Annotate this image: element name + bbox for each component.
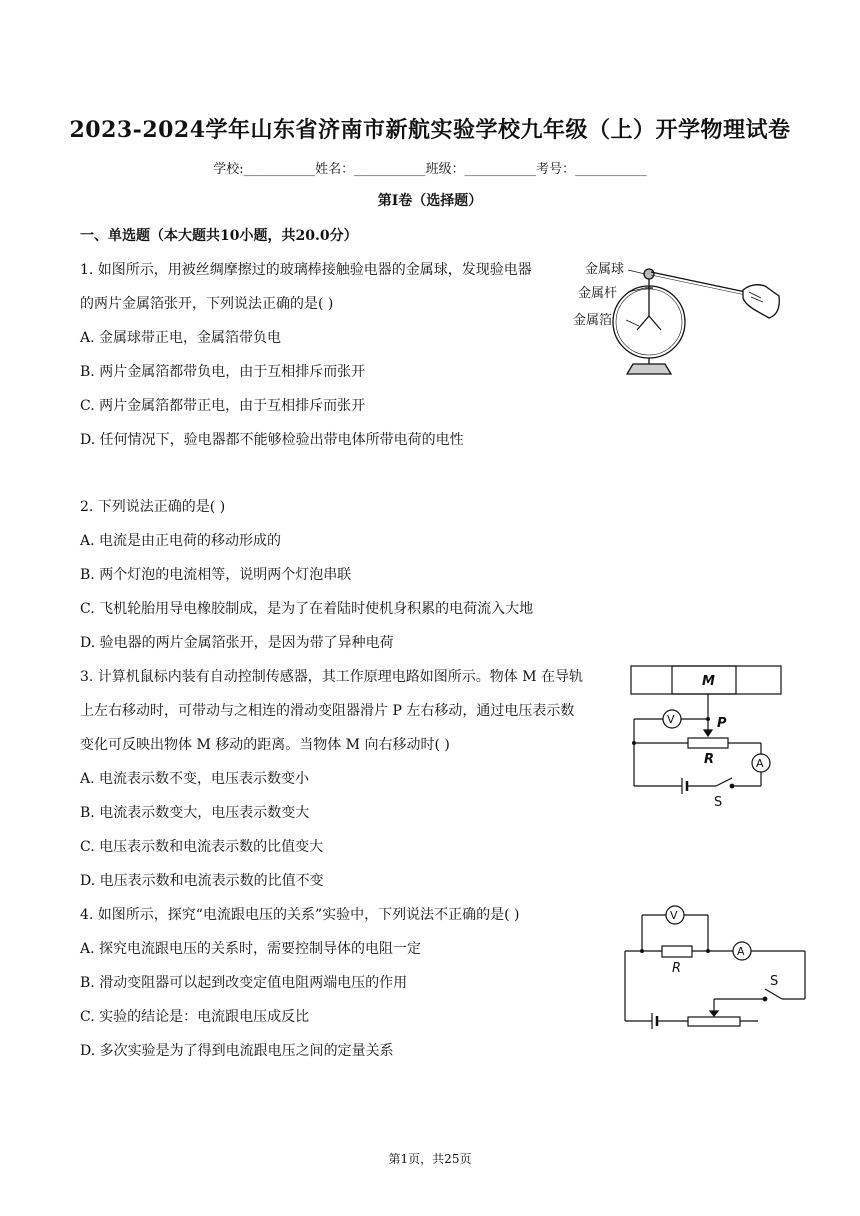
- question-3-option-d: D. 电压表示数和电流表示数的比值不变: [80, 873, 324, 889]
- section-title: 一、单选题（本大题共10小题，共20.0分）: [80, 228, 358, 244]
- question-1-stem-line-2: 的两片金属箔张开，下列说法正确的是( ): [80, 296, 334, 312]
- question-2-option-d: D. 验电器的两片金属箔张开，是因为带了异种电荷: [80, 635, 394, 651]
- label-metal-foil: 金属箔: [573, 313, 613, 328]
- question-4-option-b: B. 滑动变阻器可以起到改变定值电阻两端电压的作用: [80, 975, 408, 991]
- voltmeter-label: V: [667, 713, 675, 726]
- switch-label: S: [714, 795, 723, 810]
- question-2-option-a: A. 电流是由正电荷的移动形成的: [80, 533, 282, 549]
- ammeter-label: A: [737, 945, 745, 958]
- label-R: R: [672, 961, 682, 976]
- question-4-option-a: A. 探究电流跟电压的关系时，需要控制导体的电阻一定: [80, 941, 422, 957]
- electroscope-figure: [565, 252, 785, 382]
- question-2-option-b: B. 两个灯泡的电流相等，说明两个灯泡串联: [80, 567, 352, 583]
- student-info-line: 学校:___________姓名：___________班级：___________考号：___________: [213, 162, 647, 177]
- question-3-stem-line-1: 3. 计算机鼠标内装有自动控制传感器，其工作原理电路如图所示。物体 M 在导轨: [80, 669, 584, 685]
- question-3-stem-line-2: 上左右移动时，可带动与之相连的滑动变阻器滑片 P 左右移动，通过电压表示数: [80, 703, 575, 719]
- label-metal-ball: 金属球: [585, 262, 625, 277]
- question-3-stem-line-3: 变化可反映出物体 M 移动的距离。当物体 M 向右移动时( ): [80, 737, 450, 753]
- label-metal-rod: 金属杆: [578, 286, 618, 301]
- question-4-stem-line-1: 4. 如图所示，探究“电流跟电压的关系”实验中，下列说法不正确的是( ): [80, 907, 520, 923]
- question-1-option-b: B. 两片金属箔都带负电，由于互相排斥而张开: [80, 364, 366, 380]
- label-P: P: [717, 716, 727, 731]
- question-4-option-c: C. 实验的结论是：电流跟电压成反比: [80, 1009, 310, 1025]
- current-voltage-circuit-figure: [620, 903, 810, 1033]
- question-4-option-d: D. 多次实验是为了得到电流跟电压之间的定量关系: [80, 1043, 394, 1059]
- question-1-option-d: D. 任何情况下，验电器都不能够检验出带电体所带电荷的电性: [80, 432, 464, 448]
- question-1-option-a: A. 金属球带正电，金属箔带负电: [80, 330, 282, 346]
- question-3-option-a: A. 电流表示数不变，电压表示数变小: [80, 771, 310, 787]
- question-3-option-b: B. 电流表示数变大，电压表示数变大: [80, 805, 310, 821]
- question-2-stem-line-1: 2. 下列说法正确的是( ): [80, 499, 226, 515]
- exam-title: 2023-2024学年山东省济南市新航实验学校九年级（上）开学物理试卷: [69, 117, 791, 143]
- mouse-sensor-circuit-figure: [628, 662, 786, 810]
- question-3-option-c: C. 电压表示数和电流表示数的比值变大: [80, 839, 324, 855]
- question-2-option-c: C. 飞机轮胎用导电橡胶制成，是为了在着陆时使机身积累的电荷流入大地: [80, 601, 534, 617]
- volume-title: 第I卷（选择题）: [377, 193, 483, 209]
- ammeter-label: A: [756, 757, 764, 770]
- page-footer: 第1页，共25页: [388, 1152, 472, 1166]
- voltmeter-label: V: [670, 909, 678, 922]
- label-M: M: [702, 674, 715, 689]
- switch-label: S: [770, 974, 779, 989]
- label-R: R: [704, 752, 715, 767]
- question-1-option-c: C. 两片金属箔都带正电，由于互相排斥而张开: [80, 398, 366, 414]
- question-1-stem-line-1: 1. 如图所示，用被丝绸摩擦过的玻璃棒接触验电器的金属球，发现验电器: [80, 262, 532, 278]
